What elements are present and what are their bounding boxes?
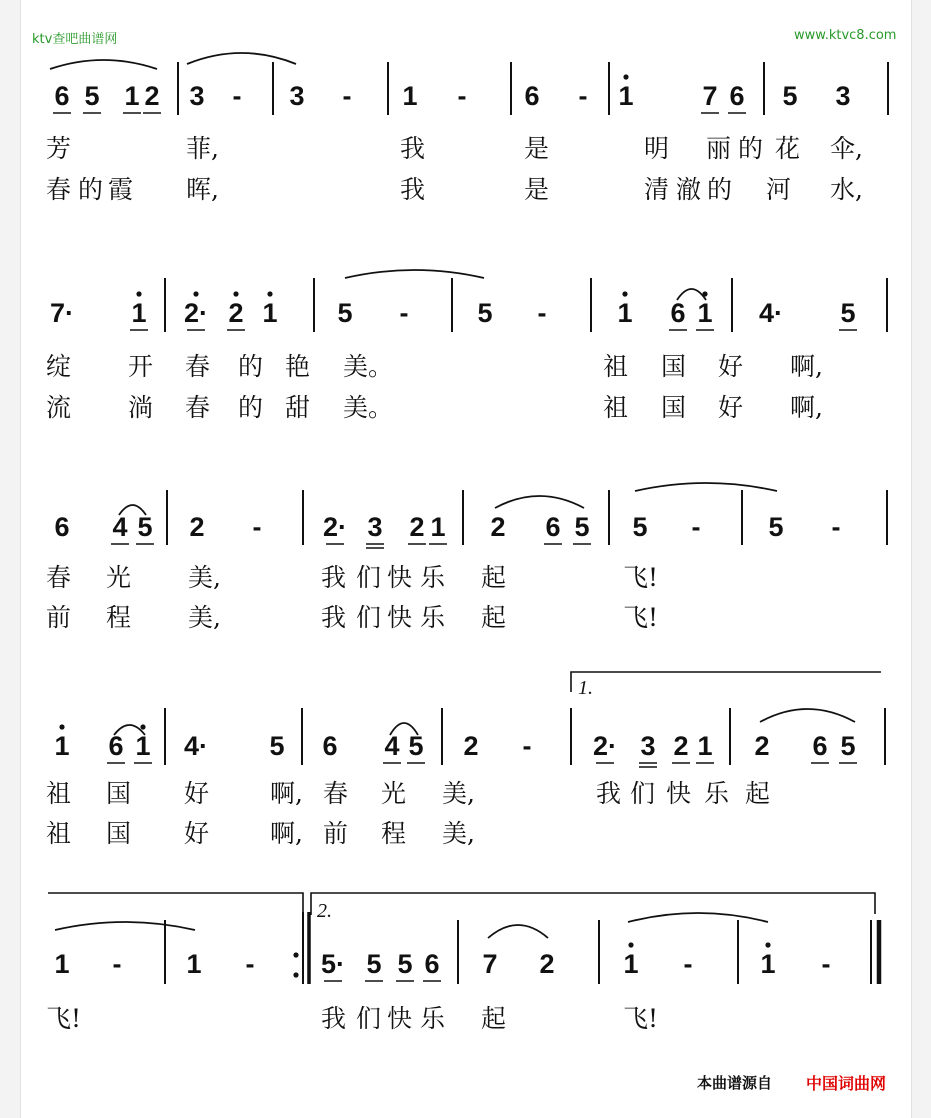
lyric-char: 起 xyxy=(481,563,507,592)
volta-bracket-1 xyxy=(571,672,881,692)
lyric-char: 美, xyxy=(442,779,475,808)
volta-label-1: 1. xyxy=(578,677,593,699)
lyric-char: 美。 xyxy=(343,352,394,381)
octave-dot-high xyxy=(140,724,145,729)
lyric-char: 春 xyxy=(185,352,211,381)
dash-note: - xyxy=(831,512,841,542)
lyric-char: 祖 xyxy=(603,393,629,422)
lyric-char: 美, xyxy=(188,563,221,592)
note-number: 2 xyxy=(490,512,506,542)
note-number: 6 xyxy=(54,81,70,111)
note-number: 1 xyxy=(54,949,70,979)
lyric-char: 我 xyxy=(321,1004,347,1033)
note-number: 7 xyxy=(702,81,718,111)
header-site-url: www.ktvc8.com xyxy=(794,28,897,43)
lyric-char: 们 xyxy=(630,779,656,808)
note-number: 4 xyxy=(384,731,400,761)
dash-note: - xyxy=(578,81,588,111)
octave-dot-high xyxy=(622,291,627,296)
octave-dot-high xyxy=(267,291,272,296)
lyric-char: 快 xyxy=(387,1004,413,1033)
note-number: 1 xyxy=(697,731,713,761)
note-number: 2 xyxy=(673,731,689,761)
lyric-char: 春 xyxy=(185,393,211,422)
note-number: 5· xyxy=(320,949,346,979)
lyric-char: 流 xyxy=(46,393,72,422)
note-number: 1 xyxy=(262,298,278,328)
lyric-char: 我 xyxy=(596,779,622,808)
octave-dot-high xyxy=(628,942,633,947)
lyric-char: 的 xyxy=(238,352,264,381)
lyric-char: 的 xyxy=(78,175,104,204)
note-number: 1 xyxy=(131,298,147,328)
note-number: 2 xyxy=(463,731,479,761)
note-number: 2 xyxy=(228,298,244,328)
lyric-char: 祖 xyxy=(603,352,629,381)
note-number: 3 xyxy=(640,731,656,761)
note-number: 1 xyxy=(697,298,713,328)
note-number: 2· xyxy=(322,512,348,542)
note-number: 1 xyxy=(135,731,151,761)
lyric-char: 霞 xyxy=(108,175,134,204)
repeat-dot xyxy=(293,972,298,977)
note-number: 6 xyxy=(670,298,686,328)
lyric-char: 祖 xyxy=(46,819,72,848)
lyric-char: 飞! xyxy=(46,1004,82,1033)
dash-note: - xyxy=(342,81,352,111)
note-number: 6 xyxy=(812,731,828,761)
slur-arc xyxy=(488,925,548,938)
note-number: 5 xyxy=(137,512,153,542)
dash-note: - xyxy=(821,949,831,979)
note-number: 7· xyxy=(49,298,75,328)
slur-arc xyxy=(495,496,584,508)
note-number: 2 xyxy=(409,512,425,542)
lyric-char: 春 xyxy=(46,563,72,592)
lyric-char: 淌 xyxy=(128,393,154,422)
lyric-char: 绽 xyxy=(46,352,72,381)
note-number: 5 xyxy=(782,81,798,111)
lyric-char: 起 xyxy=(481,603,507,632)
lyric-char: 好 xyxy=(184,779,210,808)
lyric-char: 美, xyxy=(188,603,221,632)
note-number: 5 xyxy=(574,512,590,542)
lyric-char: 程 xyxy=(381,819,407,848)
lyric-char: 艳 xyxy=(285,352,311,381)
note-number: 2 xyxy=(754,731,770,761)
note-number: 5 xyxy=(840,298,856,328)
dash-note: - xyxy=(399,298,409,328)
lyric-char: 晖, xyxy=(186,175,219,204)
lyric-char: 程 xyxy=(106,603,132,632)
lyric-char: 快 xyxy=(387,563,413,592)
lyric-char: 是 xyxy=(524,134,550,163)
lyric-char: 国 xyxy=(106,779,132,808)
note-number: 6 xyxy=(424,949,440,979)
lyric-char: 春 xyxy=(46,175,72,204)
note-number: 6 xyxy=(524,81,540,111)
slur-arc xyxy=(345,270,484,278)
note-number: 5 xyxy=(84,81,100,111)
slur-arc xyxy=(760,709,855,722)
slur-arc xyxy=(628,913,768,922)
slur-arc xyxy=(50,60,157,69)
octave-dot-high xyxy=(136,291,141,296)
note-number: 6 xyxy=(545,512,561,542)
note-number: 6 xyxy=(54,512,70,542)
lyric-char: 是 xyxy=(524,175,550,204)
note-number: 5 xyxy=(477,298,493,328)
note-number: 1 xyxy=(124,81,140,111)
note-number: 5 xyxy=(397,949,413,979)
note-number: 2 xyxy=(189,512,205,542)
octave-dot-high xyxy=(233,291,238,296)
volta-bracket-1-tail xyxy=(48,893,303,915)
note-number: 3 xyxy=(289,81,305,111)
lyric-char: 乐 xyxy=(420,1004,446,1033)
lyric-char: 国 xyxy=(661,393,687,422)
note-number: 1 xyxy=(186,949,202,979)
lyric-char: 飞! xyxy=(623,1004,659,1033)
note-number: 2 xyxy=(144,81,160,111)
lyric-char: 丽 xyxy=(706,134,732,163)
slur-arc xyxy=(187,53,296,64)
lyric-char: 我 xyxy=(400,134,426,163)
repeat-dot xyxy=(293,952,298,957)
lyric-char: 我 xyxy=(321,563,347,592)
lyric-char: 好 xyxy=(718,352,744,381)
note-number: 5 xyxy=(269,731,285,761)
note-number: 6 xyxy=(108,731,124,761)
note-number: 3 xyxy=(367,512,383,542)
lyric-char: 飞! xyxy=(623,603,659,632)
octave-dot-high xyxy=(623,74,628,79)
note-number: 4 xyxy=(112,512,128,542)
lyric-char: 乐 xyxy=(704,779,730,808)
note-number: 1 xyxy=(617,298,633,328)
lyric-char: 起 xyxy=(481,1004,507,1033)
note-number: 5 xyxy=(840,731,856,761)
lyric-char: 菲, xyxy=(186,134,219,163)
lyric-char: 啊, xyxy=(790,393,823,422)
lyric-char: 啊, xyxy=(270,819,303,848)
lyric-char: 祖 xyxy=(46,779,72,808)
lyric-char: 们 xyxy=(356,603,382,632)
lyric-char: 前 xyxy=(46,603,72,632)
note-number: 6 xyxy=(729,81,745,111)
dash-note: - xyxy=(691,512,701,542)
note-number: 3 xyxy=(835,81,851,111)
dash-note: - xyxy=(457,81,467,111)
lyric-char: 澈 xyxy=(676,175,702,204)
lyric-char: 美, xyxy=(442,819,475,848)
note-number: 5 xyxy=(337,298,353,328)
volta-bracket-2 xyxy=(311,893,875,915)
note-number: 5 xyxy=(366,949,382,979)
note-number: 1 xyxy=(402,81,418,111)
lyric-char: 们 xyxy=(356,563,382,592)
dash-note: - xyxy=(245,949,255,979)
slur-arc xyxy=(55,922,195,930)
header-site-name: ktv查吧曲谱网 xyxy=(32,32,118,47)
lyric-char: 国 xyxy=(661,352,687,381)
note-number: 2· xyxy=(592,731,618,761)
dash-note: - xyxy=(537,298,547,328)
note-number: 3 xyxy=(189,81,205,111)
lyric-char: 好 xyxy=(718,393,744,422)
lyric-char: 光 xyxy=(381,779,407,808)
lyric-char: 花 xyxy=(775,134,801,163)
slur-arc xyxy=(635,483,777,491)
lyric-char: 水, xyxy=(830,175,863,204)
lyric-char: 的 xyxy=(707,175,733,204)
lyric-char: 甜 xyxy=(285,393,311,422)
note-number: 1 xyxy=(760,949,776,979)
octave-dot-high xyxy=(765,942,770,947)
dash-note: - xyxy=(112,949,122,979)
note-number: 1 xyxy=(618,81,634,111)
lyric-char: 河 xyxy=(766,175,792,204)
lyric-char: 啊, xyxy=(270,779,303,808)
lyric-char: 伞, xyxy=(830,134,863,163)
lyric-char: 快 xyxy=(387,603,413,632)
dash-note: - xyxy=(683,949,693,979)
octave-dot-high xyxy=(193,291,198,296)
lyric-char: 芳 xyxy=(46,134,72,163)
lyric-char: 开 xyxy=(128,352,154,381)
lyric-char: 快 xyxy=(666,779,692,808)
note-number: 2 xyxy=(539,949,555,979)
lyric-char: 们 xyxy=(356,1004,382,1033)
lyric-char: 乐 xyxy=(420,603,446,632)
lyric-char: 啊, xyxy=(790,352,823,381)
dash-note: - xyxy=(252,512,262,542)
volta-label-2: 2. xyxy=(317,900,332,922)
dash-note: - xyxy=(232,81,242,111)
lyric-char: 我 xyxy=(400,175,426,204)
footer-source-label: 本曲谱源自 xyxy=(697,1074,773,1092)
dash-note: - xyxy=(522,731,532,761)
lyric-char: 明 xyxy=(644,134,670,163)
note-number: 1 xyxy=(623,949,639,979)
lyric-char: 光 xyxy=(106,563,132,592)
octave-dot-high xyxy=(59,724,64,729)
note-number: 4· xyxy=(183,731,209,761)
note-number: 5 xyxy=(408,731,424,761)
lyric-char: 春 xyxy=(323,779,349,808)
note-number: 1 xyxy=(430,512,446,542)
note-number: 5 xyxy=(632,512,648,542)
footer-source-site: 中国词曲网 xyxy=(806,1074,887,1093)
lyric-char: 前 xyxy=(323,819,349,848)
lyric-char: 国 xyxy=(106,819,132,848)
lyric-char: 的 xyxy=(238,393,264,422)
lyric-char: 我 xyxy=(321,603,347,632)
lyric-char: 起 xyxy=(745,779,771,808)
note-number: 4· xyxy=(758,298,784,328)
note-number: 2· xyxy=(183,298,209,328)
lyric-char: 好 xyxy=(184,819,210,848)
note-number: 7 xyxy=(482,949,498,979)
note-number: 1 xyxy=(54,731,70,761)
lyric-char: 飞! xyxy=(623,563,659,592)
note-number: 6 xyxy=(322,731,338,761)
lyric-char: 乐 xyxy=(420,563,446,592)
lyric-char: 的 xyxy=(738,134,764,163)
lyric-char: 美。 xyxy=(343,393,394,422)
lyric-char: 清 xyxy=(644,175,670,204)
note-number: 5 xyxy=(768,512,784,542)
